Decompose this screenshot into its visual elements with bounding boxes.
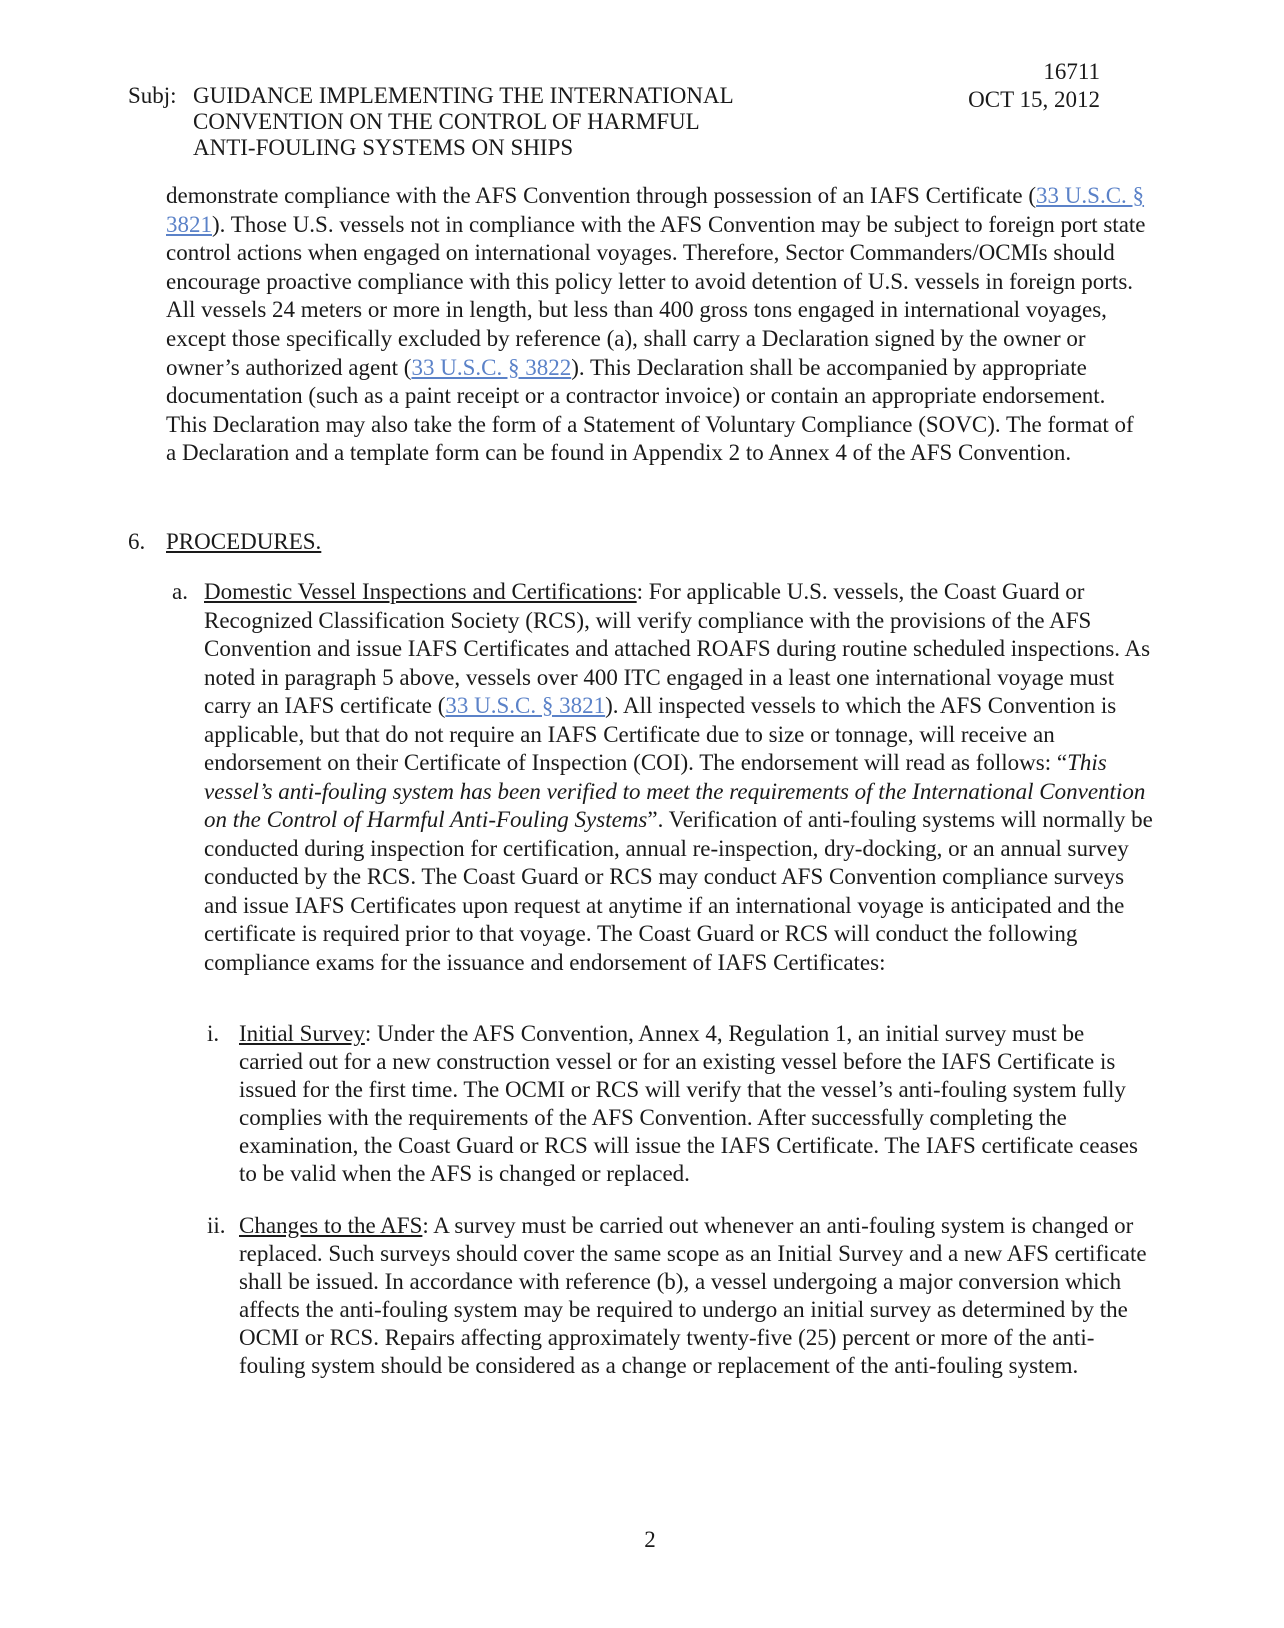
item-ii-body <box>239 1212 1151 1380</box>
ssic-number: 16711 <box>1043 59 1100 84</box>
usc-3821-link[interactable]: 33 U.S.C. § 3821 <box>166 183 1145 237</box>
page-number: 2 <box>644 1527 656 1552</box>
item-a-body <box>204 578 1154 977</box>
subject-label: Subj: <box>128 83 177 108</box>
subject-block <box>193 83 734 161</box>
item-ii-heading: Changes to the AFS <box>239 1213 423 1238</box>
subject-line-1: GUIDANCE IMPLEMENTING THE INTERNATIONAL <box>193 83 734 108</box>
item-a-endorsement-quote: This vessel’s anti-fouling system has been verified to meet the requirements of the International Convention on the Control of Harmful Anti-Fouling Systems <box>204 750 1146 832</box>
item-i-text: : Under the AFS Convention, Annex 4, Regulation 1, an initial survey must be carried out for a new construction vessel or for an existing vessel before the IAFS Certificate is issued for the first time. The OCMI or RCS will verify that the vessel’s anti-fouling system fully complies with the requirements of the AFS Convention. After successfully completing the examination, the Coast Guard or RCS will issue the IAFS Certificate. The IAFS certificate ceases to be valid when the AFS is changed or replaced. <box>239 1021 1138 1186</box>
item-a-marker: a. <box>172 579 188 604</box>
item-ii-marker: ii. <box>207 1213 226 1238</box>
section-6-number: 6. <box>128 529 146 554</box>
subject-line-2: CONVENTION ON THE CONTROL OF HARMFUL <box>193 109 700 134</box>
para-text-2: ). Those U.S. vessels not in compliance with the AFS Convention may be subject to foreign port state control actions when engaged on international voyages. Therefore, Sector Commanders/OCMIs should encourage proactive compliance with this policy letter to avoid detention of U.S. vessels in foreign ports. All vessels 24 meters or more in length, but less than 400 gross tons engaged in international voyages, except those specifically excluded by reference (a), shall carry a Declaration signed by the owner or owner’s authorized agent ( <box>166 211 1146 380</box>
section-6-title: PROCEDURES. <box>166 529 322 554</box>
item-a-text-3: ”. Verification of anti-fouling systems will normally be conducted during inspection for certification, annual re-inspection, dry-docking, or an annual survey conducted by the RCS. The Coast Guard or RCS may conduct AFS Convention compliance surveys and issue IAFS Certificates upon request at anytime if an international voyage is anticipated and the certificate is required prior to that voyage. The Coast Guard or RCS will conduct the following compliance exams for the issuance and endorsement of IAFS Certificates: <box>204 807 1153 975</box>
item-a-usc-3821-link[interactable]: 33 U.S.C. § 3821 <box>445 693 606 718</box>
usc-3822-link[interactable]: 33 U.S.C. § 3822 <box>411 354 572 380</box>
item-i-marker: i. <box>207 1021 220 1046</box>
document-date: OCT 15, 2012 <box>968 87 1100 112</box>
item-a-text-2: ). All inspected vessels to which the AFS Convention is applicable, but that do not require an IAFS Certificate due to size or tonnage, will receive an endorsement on their Certificate of Inspection (COI). The endorsement will read as follows: “ <box>204 693 1117 775</box>
item-a-text-1: : For applicable U.S. vessels, the Coast Guard or Recognized Classification Society (RCS), will verify compliance with the provisions of the AFS Convention and issue IAFS Certificates and attached ROAFS during routine scheduled inspections. As noted in paragraph 5 above, vessels over 400 ITC engaged in a least one international voyage must carry an IAFS certificate ( <box>204 579 1151 718</box>
header-right <box>900 58 1100 114</box>
subject-line-3: ANTI-FOULING SYSTEMS ON SHIPS <box>193 135 574 160</box>
para-text-1: demonstrate compliance with the AFS Convention through possession of an IAFS Certificate ( <box>166 183 1037 208</box>
item-i-heading: Initial Survey <box>239 1021 365 1046</box>
item-i-body <box>239 1020 1151 1188</box>
para-text-3: ). This Declaration shall be accompanied by appropriate documentation (such as a paint receipt or a contractor invoice) or contain an appropriate endorsement. This Declaration may also take the form of a Statement of Voluntary Compliance (SOVC). The format of a Declaration and a template form can be found in Appendix 2 to Annex 4 of the AFS Convention. <box>166 354 1134 466</box>
continuation-paragraph <box>166 182 1148 468</box>
item-ii-text: : A survey must be carried out whenever an anti-fouling system is changed or replaced. Such surveys should cover the same scope as an Initial Survey and a new AFS certificate shall be issued. In accordance with reference (b), a vessel undergoing a major conversion which affects the anti-fouling system may be required to undergo an initial survey as determined by the OCMI or RCS. Repairs affecting approximately twenty-five (25) percent or more of the anti-fouling system should be considered as a change or replacement of the anti-fouling system. <box>239 1213 1147 1378</box>
item-a-heading: Domestic Vessel Inspections and Certifications <box>204 579 637 604</box>
